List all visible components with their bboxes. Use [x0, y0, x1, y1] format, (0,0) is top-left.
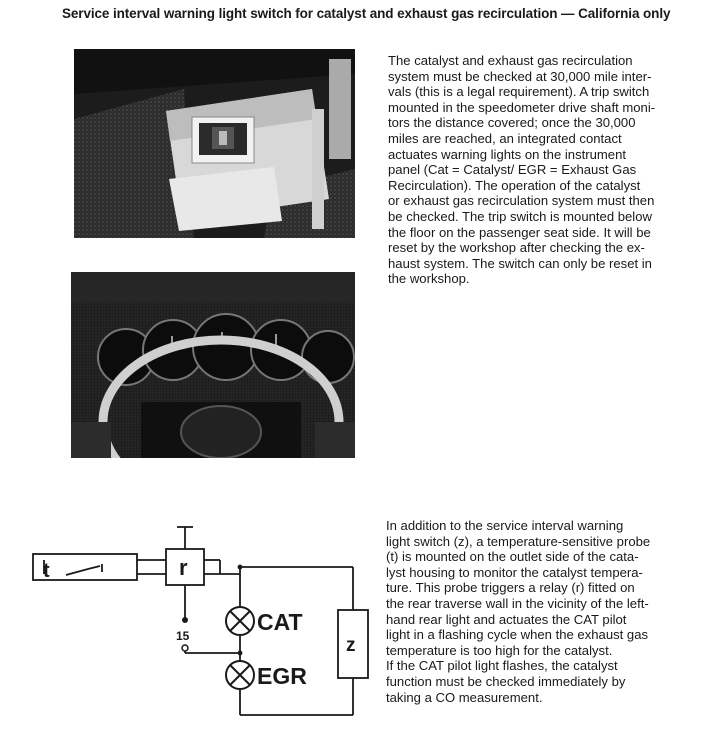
text-line: or exhaust gas recirculation system must then — [388, 193, 655, 209]
text-line: light in a flashing cycle when the exhaust gas — [386, 627, 649, 643]
text-line: lyst housing to monitor the catalyst tempera- — [386, 564, 643, 580]
text-line: If the CAT pilot light flashes, the catalyst — [386, 658, 618, 674]
trip-switch-photo-image — [74, 49, 355, 238]
text-line: vals (this is a legal requirement). A trip switch — [388, 84, 650, 100]
text-line: ture. This probe triggers a relay (r) fitted on — [386, 580, 635, 596]
relay-label: r — [179, 555, 188, 580]
service-switch-label: z — [346, 635, 356, 656]
text-line: panel (Cat = Catalyst/ EGR = Exhaust Gas — [388, 162, 637, 178]
text-line: the workshop. — [388, 271, 470, 287]
terminal-label: 15 — [176, 629, 190, 643]
temperature-probe-description — [386, 518, 650, 705]
terminal-dot — [182, 617, 188, 623]
text-line: system must be checked at 30,000 mile inter- — [388, 68, 652, 84]
text-line: mounted in the speedometer drive shaft moni- — [388, 99, 656, 115]
egr-lamp-icon — [226, 661, 254, 689]
text-line: the rear traverse wall in the vicinity of the left- — [386, 595, 649, 611]
text-line: taking a CO measurement. — [386, 689, 543, 705]
text-line: actuates warning lights on the instrument — [388, 146, 627, 162]
cat-lamp-icon — [226, 607, 254, 635]
egr-label: EGR — [257, 663, 307, 689]
text-line: miles are reached, an integrated contact — [388, 130, 622, 146]
text-line: the floor on the passenger seat side. It will be — [388, 224, 651, 240]
text-line: function must be checked immediately by — [386, 673, 626, 689]
instrument-panel-photo — [71, 272, 355, 458]
wiring-diagram — [30, 520, 370, 720]
text-line: Recirculation). The operation of the catalyst — [388, 177, 641, 193]
text-line: The catalyst and exhaust gas recirculation — [388, 53, 633, 68]
trip-switch-photo — [74, 49, 355, 238]
text-line: In addition to the service interval warning — [386, 518, 624, 533]
terminal-15-dot — [182, 645, 188, 651]
text-line: reset by the workshop after checking the ex- — [388, 240, 645, 256]
cat-label: CAT — [257, 609, 303, 635]
trip-switch-description — [388, 53, 655, 287]
text-line: tors the distance covered; once the 30,000 — [388, 115, 636, 131]
text-line: hand rear light and actuates the CAT pilot — [386, 611, 627, 627]
text-line: be checked. The trip switch is mounted below — [388, 208, 652, 224]
instrument-panel-photo-image — [71, 272, 355, 458]
text-line: light switch (z), a temperature-sensitive probe — [386, 533, 651, 549]
text-line: temperature is too high for the catalyst. — [386, 642, 613, 658]
probe-label: t — [43, 560, 50, 582]
page-title: Service interval warning light switch for catalyst and exhaust gas recirculation — California only — [62, 6, 671, 21]
text-line: (t) is mounted on the outlet side of the cata- — [386, 549, 639, 565]
text-line: haust system. The switch can only be reset in — [388, 255, 652, 271]
